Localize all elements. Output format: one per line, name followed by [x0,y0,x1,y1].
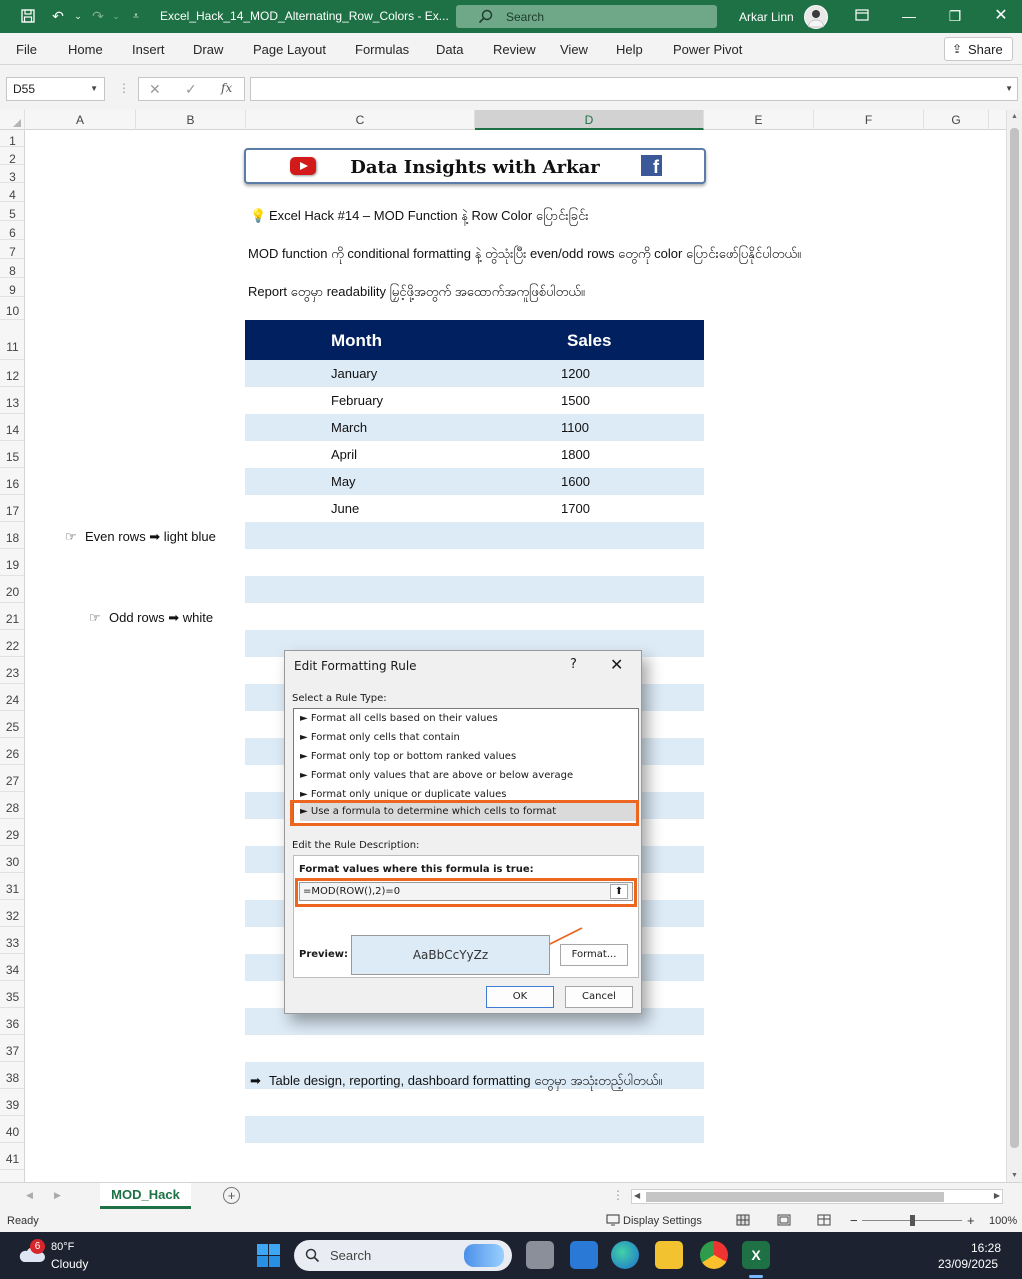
rule-highlight-box [290,800,639,826]
help-button[interactable]: ? [570,657,577,672]
tab-draw[interactable]: Draw [193,42,224,57]
dialog-close-icon[interactable]: ✕ [610,655,624,674]
tab-file[interactable]: File [16,42,37,57]
row-header[interactable]: 19 [0,549,25,576]
search-placeholder: Search [506,10,545,24]
rule-description-label: Edit the Rule Description: [292,840,420,851]
ribbon-tabs [0,33,1022,65]
tab-power-pivot[interactable]: Power Pivot [673,42,743,57]
row-header[interactable]: 15 [0,441,25,468]
scroll-right-icon[interactable]: ▶ [993,1191,1000,1200]
expand-formula-icon[interactable]: ▼ [1005,84,1013,93]
row-header[interactable]: 40 [0,1116,25,1143]
table-header [245,320,704,360]
status-bar [0,1210,1022,1232]
display-settings-icon[interactable] [606,1214,620,1229]
row-header[interactable]: 33 [0,927,25,954]
document-title: Excel_Hack_14_MOD_Alternating_Row_Colors - Ex... [160,9,449,23]
column-header-f[interactable]: F [814,110,924,130]
readability-line: Report တွေမှာ readability မြှင့်ဖို့အတွက် အထောက်အကူဖြစ်ပါတယ်။ [248,284,585,299]
row-headers [0,130,25,1182]
tab-splitter-icon[interactable]: ⋮ [612,1188,624,1202]
row-header[interactable]: 29 [0,819,25,846]
format-button[interactable]: Format... [560,944,628,966]
rule-item-all-values[interactable]: ► Format all cells based on their values [300,713,498,724]
vertical-scroll-thumb[interactable] [1010,128,1019,1148]
row-header[interactable]: 3 [0,165,25,183]
preview-box: AaBbCcYyZz [351,935,550,975]
customize-toolbar-icon[interactable]: ⩡ [133,10,139,22]
row-header[interactable]: 37 [0,1035,25,1062]
sales-cell[interactable]: 1600 [561,474,590,489]
tab-review[interactable]: Review [493,42,536,57]
preview-label: Preview: [299,949,349,960]
row-header[interactable]: 9 [0,278,25,297]
name-box-value: D55 [13,82,36,96]
minimize-icon[interactable]: — [902,8,916,24]
row-header[interactable]: 12 [0,360,25,387]
edit-formatting-rule-dialog [284,650,642,1014]
row-header[interactable]: 32 [0,900,25,927]
row-header[interactable]: 34 [0,954,25,981]
band-row [245,576,704,603]
chrome-browser-icon[interactable] [700,1241,728,1269]
formula-buttons [138,77,245,101]
insert-function-icon[interactable]: fx [221,81,233,95]
rule-item-use-formula[interactable]: ► Use a formula to determine which cells to format [300,803,636,821]
search-icon [478,9,493,24]
title-bar [0,0,1022,33]
share-label: Share [968,42,1003,57]
tab-data[interactable]: Data [436,42,464,57]
rule-item-cells-contain[interactable]: ► Format only cells that contain [300,732,460,743]
row-header[interactable]: 4 [0,183,25,202]
rule-item-above-below-average[interactable]: ► Format only values that are above or below average [300,770,574,781]
band-row [245,1116,704,1143]
month-cell[interactable]: May [331,474,356,489]
banner-title: Data Insights with Arkar [350,157,600,178]
share-button[interactable] [944,37,1013,61]
select-all-corner[interactable] [0,110,25,130]
redo-icon[interactable]: ↷ [92,7,104,24]
page-break-view-icon[interactable] [817,1214,831,1229]
table-row[interactable] [245,441,704,468]
autosave-save-icon[interactable] [18,6,38,26]
column-header-c[interactable]: C [246,110,475,130]
sheet-tab-mod-hack[interactable]: MOD_Hack [100,1183,191,1209]
row-header[interactable]: 1 [0,130,25,147]
sheet-tab-bar [0,1182,1022,1210]
avatar[interactable] [804,5,828,29]
tab-insert[interactable]: Insert [132,42,165,57]
task-view-icon[interactable] [526,1241,554,1269]
lightbulb-icon: 💡 [250,208,267,223]
search-box[interactable] [456,5,717,28]
taskbar-search-label: Search [330,1248,372,1263]
scroll-left-icon[interactable]: ◀ [634,1191,641,1200]
tab-page-layout[interactable]: Page Layout [253,42,327,57]
row-header[interactable]: 22 [0,630,25,657]
sales-cell[interactable]: 1700 [561,501,590,516]
row-header[interactable]: 8 [0,259,25,278]
clock-time[interactable]: 16:28 [971,1241,1002,1255]
weather-temp[interactable]: 80°F [51,1241,75,1253]
active-app-indicator [749,1275,763,1278]
row-header[interactable]: 18 [0,522,25,549]
weather-badge: 6 [30,1239,45,1254]
user-name[interactable]: Arkar Linn [739,10,794,24]
undo-dropdown-icon[interactable]: ⌄ [74,10,82,21]
chevron-down-icon[interactable]: ▼ [90,84,98,93]
tab-home[interactable]: Home [68,42,103,57]
rule-description-panel [293,855,639,978]
windows-start-icon[interactable] [256,1243,281,1268]
tab-help[interactable]: Help [616,42,643,57]
header-sales: Sales [567,331,612,350]
table-row[interactable] [245,387,704,414]
cancel-entry-icon[interactable]: ✕ [149,81,161,97]
more-options-icon[interactable]: ⋮ [118,81,130,95]
table-row[interactable] [245,360,704,387]
zoom-in-button[interactable]: + [967,1213,975,1228]
pointing-hand-icon: ☞ [89,610,101,625]
close-icon[interactable]: ✕ [994,7,1008,24]
column-header-g[interactable]: G [924,110,989,130]
formula-highlight-box [295,878,637,907]
scroll-down-icon[interactable]: ▼ [1011,1172,1018,1179]
pointing-hand-icon: ☞ [65,529,77,544]
zoom-level[interactable]: 100% [989,1215,1018,1227]
row-header[interactable]: 30 [0,846,25,873]
row-header[interactable]: 23 [0,657,25,684]
tab-view[interactable]: View [560,42,588,57]
normal-view-icon[interactable] [736,1214,750,1229]
row-header[interactable]: 2 [0,147,25,165]
sales-cell[interactable]: 1200 [561,366,590,381]
add-sheet-icon[interactable]: + [223,1187,240,1204]
row-header[interactable]: 36 [0,1008,25,1035]
band-row [245,522,704,549]
row-header[interactable]: 17 [0,495,25,522]
table-row[interactable] [245,495,704,522]
row-header[interactable]: 27 [0,765,25,792]
confirm-entry-icon[interactable]: ✓ [185,81,197,97]
clock-date[interactable]: 23/09/2025 [938,1257,999,1271]
month-cell[interactable]: January [331,366,378,381]
windows-taskbar [0,1232,1022,1279]
weather-desc[interactable]: Cloudy [51,1257,89,1271]
column-header-e[interactable]: E [704,110,814,130]
formula-bar [0,65,1022,110]
taskbar-search[interactable] [294,1240,512,1271]
display-settings-label[interactable]: Display Settings [623,1215,702,1227]
status-text: Ready [7,1215,39,1227]
undo-icon[interactable]: ↶ [52,7,64,24]
tab-formulas[interactable]: Formulas [355,42,410,57]
row-header[interactable]: 20 [0,576,25,603]
sales-cell[interactable]: 1500 [561,393,590,408]
search-icon [305,1248,320,1263]
formula-input[interactable] [250,77,1018,101]
row-header[interactable]: 26 [0,738,25,765]
column-header-b[interactable]: B [136,110,246,130]
even-rows-note: Even rows ➡ light blue [85,529,216,544]
horizontal-scrollbar[interactable] [631,1189,1003,1204]
facebook-icon[interactable]: f [641,155,662,176]
table-row[interactable] [245,414,704,441]
column-header-a[interactable]: A [25,110,136,130]
ok-button[interactable]: OK [486,986,554,1008]
table-row[interactable] [245,468,704,495]
vertical-scrollbar[interactable] [1006,110,1022,1182]
odd-rows-note: Odd rows ➡ white [109,610,214,625]
month-cell[interactable]: March [331,420,368,435]
search-highlight-icon [464,1244,504,1267]
arrow-right-icon: ➡ [250,1073,261,1088]
rule-type-label: Select a Rule Type: [292,693,387,704]
column-header-d[interactable]: D [475,110,704,130]
file-explorer-pin-icon[interactable] [570,1241,598,1269]
row-header[interactable]: 38 [0,1062,25,1089]
banner [244,148,706,184]
row-header[interactable]: 35 [0,981,25,1008]
row-header[interactable]: 16 [0,468,25,495]
collapse-dialog-icon[interactable]: ⬆ [610,884,628,899]
prev-sheet-icon[interactable]: ◀ [26,1190,33,1200]
row-header[interactable]: 6 [0,221,25,240]
scroll-up-icon[interactable]: ▲ [1011,113,1018,120]
row-header[interactable]: 21 [0,603,25,630]
page-layout-view-icon[interactable] [777,1214,791,1229]
share-icon: ⇪ [952,42,963,56]
ribbon-display-options-icon[interactable] [851,6,873,26]
zoom-slider-thumb[interactable] [910,1215,915,1226]
rule-item-unique-duplicate[interactable]: ► Format only unique or duplicate values [300,789,507,799]
sales-cell[interactable]: 1800 [561,447,590,462]
row-header[interactable]: 39 [0,1089,25,1116]
row-header[interactable]: 10 [0,297,25,320]
formula-label: Format values where this formula is true: [299,864,534,875]
month-cell[interactable]: June [331,501,360,516]
restore-icon[interactable]: ❐ [948,8,962,24]
dialog-title: Edit Formatting Rule [294,659,417,673]
rule-item-top-bottom[interactable]: ► Format only top or bottom ranked values [300,751,517,762]
row-header[interactable]: 25 [0,711,25,738]
row-header[interactable]: 14 [0,414,25,441]
footer-note: Table design, reporting, dashboard formatting တွေမှာ အသုံးတည့်ပါတယ်။ [269,1073,663,1088]
row-header[interactable]: 11 [0,320,25,360]
folder-icon[interactable] [655,1241,683,1269]
redo-dropdown-icon[interactable]: ⌄ [112,10,120,21]
name-box[interactable] [6,77,105,101]
row-header[interactable]: 24 [0,684,25,711]
zoom-out-button[interactable]: − [850,1213,858,1228]
cancel-button[interactable]: Cancel [565,986,633,1008]
month-cell[interactable]: February [331,393,384,408]
sales-cell[interactable]: 1100 [561,420,589,435]
column-headers [0,110,1022,130]
row-header[interactable]: 41 [0,1143,25,1170]
formula-field-value: =MOD(ROW(),2)=0 [303,886,401,897]
row-header[interactable]: 28 [0,792,25,819]
row-header[interactable]: 13 [0,387,25,414]
description-line: MOD function ကို conditional formatting နဲ့ တွဲသုံးပြီး even/odd rows တွေကို color ပြောင်းဖော်ပြနိုင်ပါတယ်။ [248,246,801,261]
month-cell[interactable]: April [331,447,358,462]
row-header[interactable]: 31 [0,873,25,900]
row-header[interactable]: 7 [0,240,25,259]
edge-browser-icon[interactable] [611,1241,639,1269]
row-header[interactable]: 5 [0,202,25,221]
hack-title: Excel Hack #14 – MOD Function နဲ့ Row Color ပြောင်းခြင်း [269,208,589,223]
excel-app-icon[interactable]: X [742,1241,770,1269]
next-sheet-icon[interactable]: ▶ [54,1190,61,1200]
horizontal-scroll-thumb[interactable] [646,1192,944,1202]
header-month: Month [331,331,382,350]
